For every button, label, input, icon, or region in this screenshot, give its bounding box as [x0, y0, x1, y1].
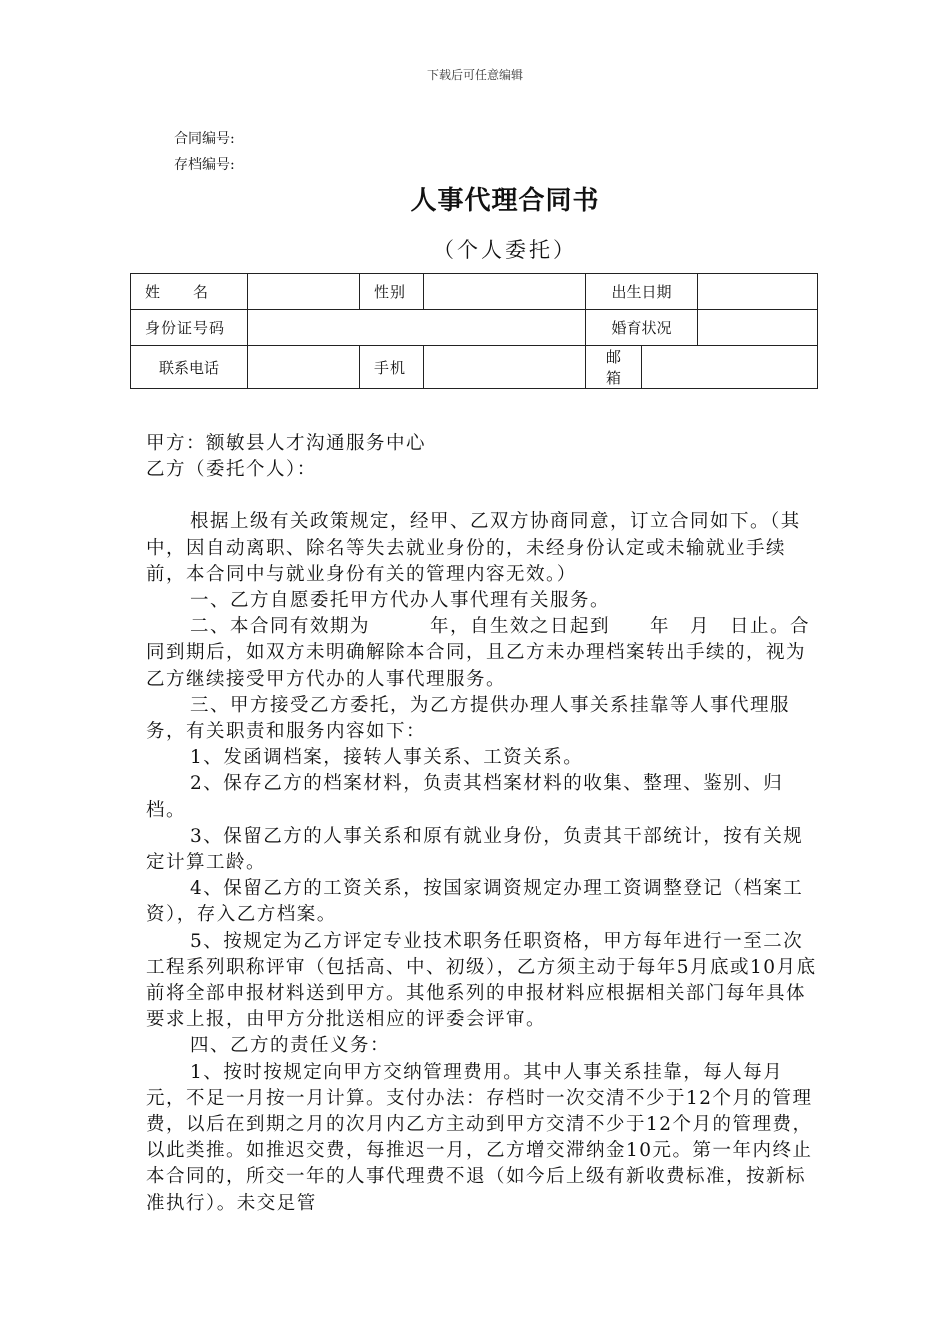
- contract-number-label: 合同编号:: [174, 131, 235, 147]
- name-value-cell[interactable]: [248, 274, 360, 310]
- gender-label: 性别: [360, 274, 424, 310]
- paragraph: 1、按时按规定向甲方交纳管理费用。其中人事关系挂靠，每人每月 元，不足一月按一月计算。支付办法：存档时一次交清不少于12个月的管理费，以后在到期之月的次月内乙方主动到甲方交清不少于12个月的管理费，以此类推。如推迟交费，每推迟一月，乙方增交滞纳金10元。第一年内终止本合同的，所交一年的人事代理费不退（如今后上级有新收费标准，按新标准执行）。未交足管: [146, 1061, 824, 1214]
- table-row: [131, 346, 818, 389]
- table-row: [131, 310, 818, 346]
- paragraph: 三、甲方接受乙方委托，为乙方提供办理人事关系挂靠等人事代理服务，有关职责和服务内容如下：: [146, 694, 791, 743]
- paragraph: 二、本合同有效期为 年，自生效之日起到 年 月 日止。合同到期后，如双方未明确解除本合同，且乙方未办理档案转出手续的，视为乙方继续接受甲方代办的人事代理服务。: [146, 616, 811, 690]
- paragraph: 3、保留乙方的人事关系和原有就业身份，负责其干部统计，按有关规定计算工龄。: [146, 825, 804, 874]
- email-label: 邮 箱: [586, 346, 642, 389]
- paragraph: 四、乙方的责任义务：: [190, 1035, 391, 1057]
- phone-value-cell[interactable]: [248, 346, 360, 389]
- header-note: 下载后可任意编辑: [426, 68, 523, 82]
- document-title: 人事代理合同书: [410, 186, 600, 216]
- email-value-cell[interactable]: [642, 346, 818, 389]
- id-number-value-cell[interactable]: [248, 310, 586, 346]
- gender-value-cell[interactable]: [424, 274, 586, 310]
- paragraph: 4、保留乙方的工资关系，按国家调资规定办理工资调整登记（档案工资），存入乙方档案。: [146, 878, 804, 926]
- paragraph: 一、乙方自愿委托甲方代办人事代理有关服务。: [190, 590, 611, 612]
- birth-date-label: 出生日期: [586, 274, 698, 310]
- document-subtitle: （个人委托）: [433, 238, 577, 262]
- paragraph: 2、保存乙方的档案材料，负责其档案材料的收集、整理、鉴别、归档。: [146, 773, 784, 821]
- name-label: 姓 名: [131, 274, 248, 310]
- personal-info-table: [130, 273, 818, 389]
- id-number-label: 身份证号码: [131, 310, 248, 346]
- mobile-label: 手机: [360, 346, 424, 389]
- marital-status-value-cell[interactable]: [698, 310, 818, 346]
- marital-status-label: 婚育状况: [586, 310, 698, 346]
- phone-label: 联系电话: [131, 346, 248, 389]
- table-row: [131, 274, 818, 310]
- paragraph: 1、发函调档案，接转人事关系、工资关系。: [190, 747, 584, 769]
- mobile-value-cell[interactable]: [424, 346, 586, 389]
- party-b-line: 乙方（委托个人）：: [146, 459, 317, 481]
- party-a-line: 甲方：额敏县人才沟通服务中心: [146, 433, 427, 454]
- archive-number-label: 存档编号:: [174, 157, 235, 173]
- paragraph: 根据上级有关政策规定，经甲、乙双方协商同意，订立合同如下。（其中，因自动离职、除名等失去就业身份的，未经身份认定或未输就业手续前，本合同中与就业身份有关的管理内容无效。）: [146, 511, 801, 585]
- birth-date-value-cell[interactable]: [698, 274, 818, 310]
- contract-body: [146, 431, 824, 1217]
- paragraph: 5、按规定为乙方评定专业技术职务任职资格，甲方每年进行一至二次工程系列职称评审（包括高、中、初级），乙方须主动于每年5月底或10月底前将全部申报材料送到甲方。其他系列的申报材料应根据相关部门每年具体要求上报，由甲方分批送相应的评委会评审。: [146, 930, 817, 1031]
